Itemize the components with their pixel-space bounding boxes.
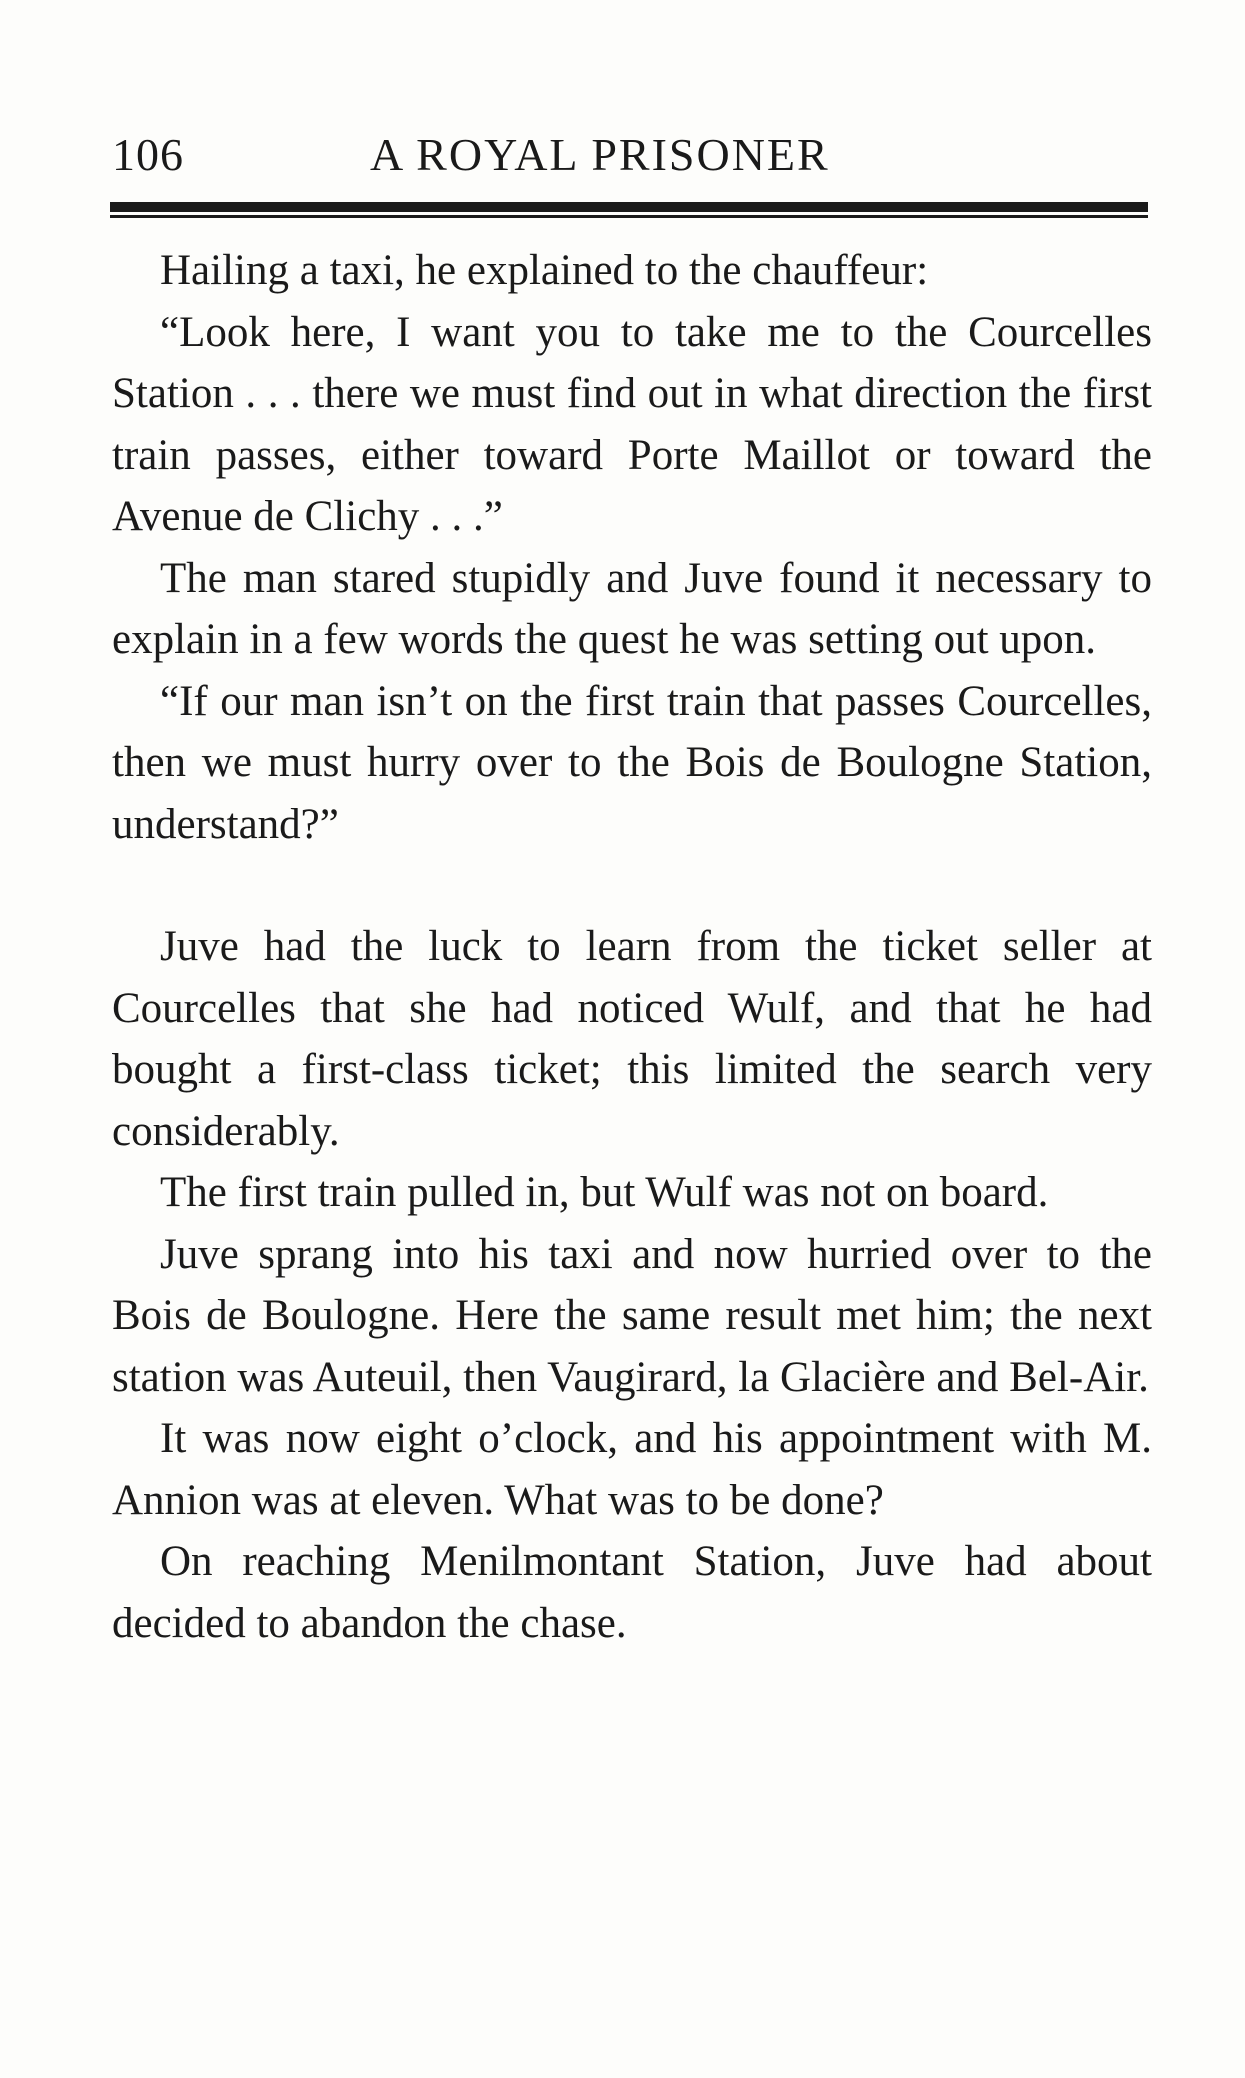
- paragraph: Juve had the luck to learn from the ticket seller at Courcelles that she had noticed Wulf, and that he had bought a first-class ticket; this limited the search very considerably.: [112, 923, 1152, 1155]
- paragraph: It was now eight o’clock, and his appointment with M. Annion was at eleven. What was to be done?: [112, 1415, 1152, 1524]
- body-text: [112, 240, 1152, 1654]
- paragraph: The first train pulled in, but Wulf was not on board.: [160, 1169, 1049, 1216]
- paragraph: “Look here, I want you to take me to the Courcelles Station . . . there we must find out in what direction the first train passes, either toward Porte Maillot or toward the Avenue de Clichy . . .”: [112, 308, 1152, 540]
- paragraph: The man stared stupidly and Juve found it necessary to explain in a few words the quest he was setting out upon.: [112, 554, 1152, 663]
- running-head: [112, 128, 1144, 188]
- header-rule-thick: [110, 202, 1148, 212]
- paragraph: Juve sprang into his taxi and now hurried over to the Bois de Boulogne. Here the same result met him; the next station was Auteuil, then Vaugirard, la Glacière and Bel-Air.: [112, 1230, 1152, 1401]
- header-rule-thin: [110, 215, 1148, 218]
- paragraph: On reaching Menilmontant Station, Juve had about decided to abandon the chase.: [112, 1538, 1152, 1647]
- page-number: 106: [112, 129, 184, 180]
- paragraph: “If our man isn’t on the first train that passes Courcelles, then we must hurry over to the Bois de Boulogne Station, understand?”: [112, 677, 1152, 848]
- running-title: A ROYAL PRISONER: [370, 129, 830, 180]
- paragraph: Hailing a taxi, he explained to the chauffeur:: [160, 247, 929, 294]
